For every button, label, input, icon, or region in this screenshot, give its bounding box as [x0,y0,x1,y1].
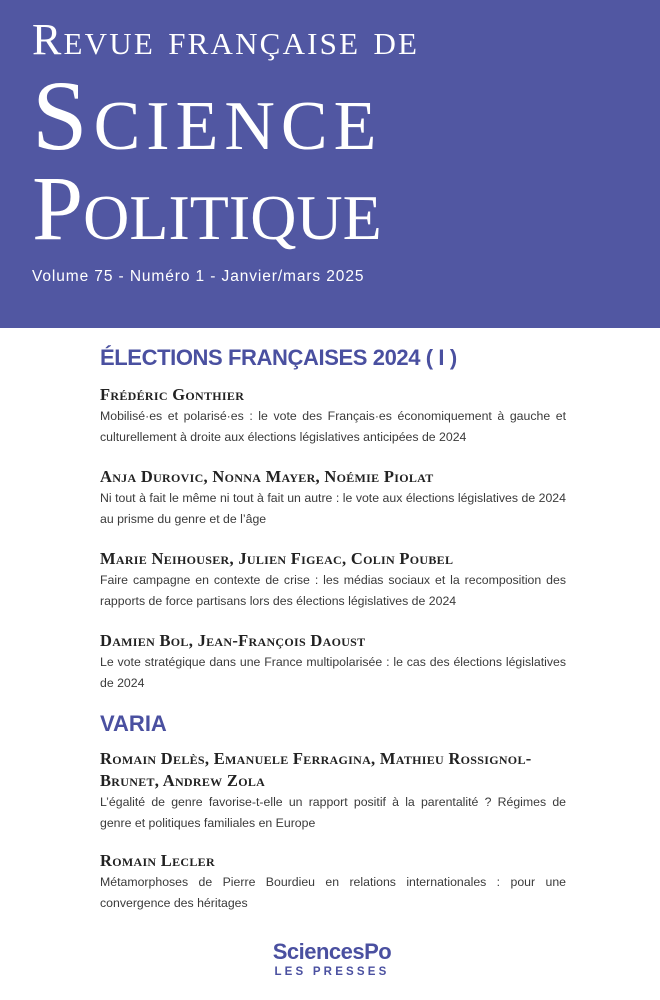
journal-title-line2-text: Science [32,60,383,171]
journal-title-line1-text: Revue française de [32,15,420,64]
article-entry[interactable] [100,850,566,914]
article-title: Le vote stratégique dans une France multipolarisée : le cas des élections législatives de 2024 [100,655,566,690]
logo-wordmark: SciencesPo [272,939,392,964]
article-entry[interactable] [100,630,566,694]
article-authors: Romain Lecler [100,851,215,870]
journal-title-line3-text: Politique [32,157,382,259]
section-varia [100,706,566,914]
article-authors: Marie Neihouser, Julien Figeac, Colin Poubel [100,549,454,568]
article-title: Ni tout à fait le même ni tout à fait un autre : le vote aux élections législatives de 2024 au prisme du genre et de l’âge [100,491,566,526]
article-entry[interactable] [100,384,566,448]
cover-header [0,0,660,328]
article-authors: Damien Bol, Jean-François Daoust [100,631,366,650]
article-title: Faire campagne en contexte de crise : les médias sociaux et la recomposition des rapports de force partisans lors des élections législatives de 2024 [100,573,566,608]
article-entry[interactable] [100,748,566,834]
publisher-logo [262,940,402,980]
article-authors: Frédéric Gonthier [100,385,245,404]
article-entry[interactable] [100,466,566,530]
section-title: ÉLECTIONS FRANÇAISES 2024 ( I ) [100,345,457,370]
article-authors: Romain Delès, Emanuele Ferragina, Mathieu Rossignol-Brunet, Andrew Zola [100,749,532,790]
article-title: Métamorphoses de Pierre Bourdieu en relations internationales : pour une convergence des héritages [100,875,566,910]
volume-info: Volume 75 - Numéro 1 - Janvier/mars 2025 [32,268,365,285]
article-title: Mobilisé·es et polarisé·es : le vote des Français·es économiquement à gauche et culturellement à droite aux élections législatives anticipées de 2024 [100,409,566,444]
article-title: L’égalité de genre favorise-t-elle un rapport positif à la parentalité ? Régimes de genre et politiques familiales en Europe [100,795,566,830]
article-authors: Anja Durovic, Nonna Mayer, Noémie Piolat [100,467,434,486]
journal-title-line3 [32,158,652,258]
table-of-contents [100,340,566,914]
section-elections [100,340,566,694]
logo-subtitle: LES PRESSES [274,966,390,978]
section-title: VARIA [100,711,167,736]
journal-title-line2 [32,60,632,171]
article-entry[interactable] [100,548,566,612]
